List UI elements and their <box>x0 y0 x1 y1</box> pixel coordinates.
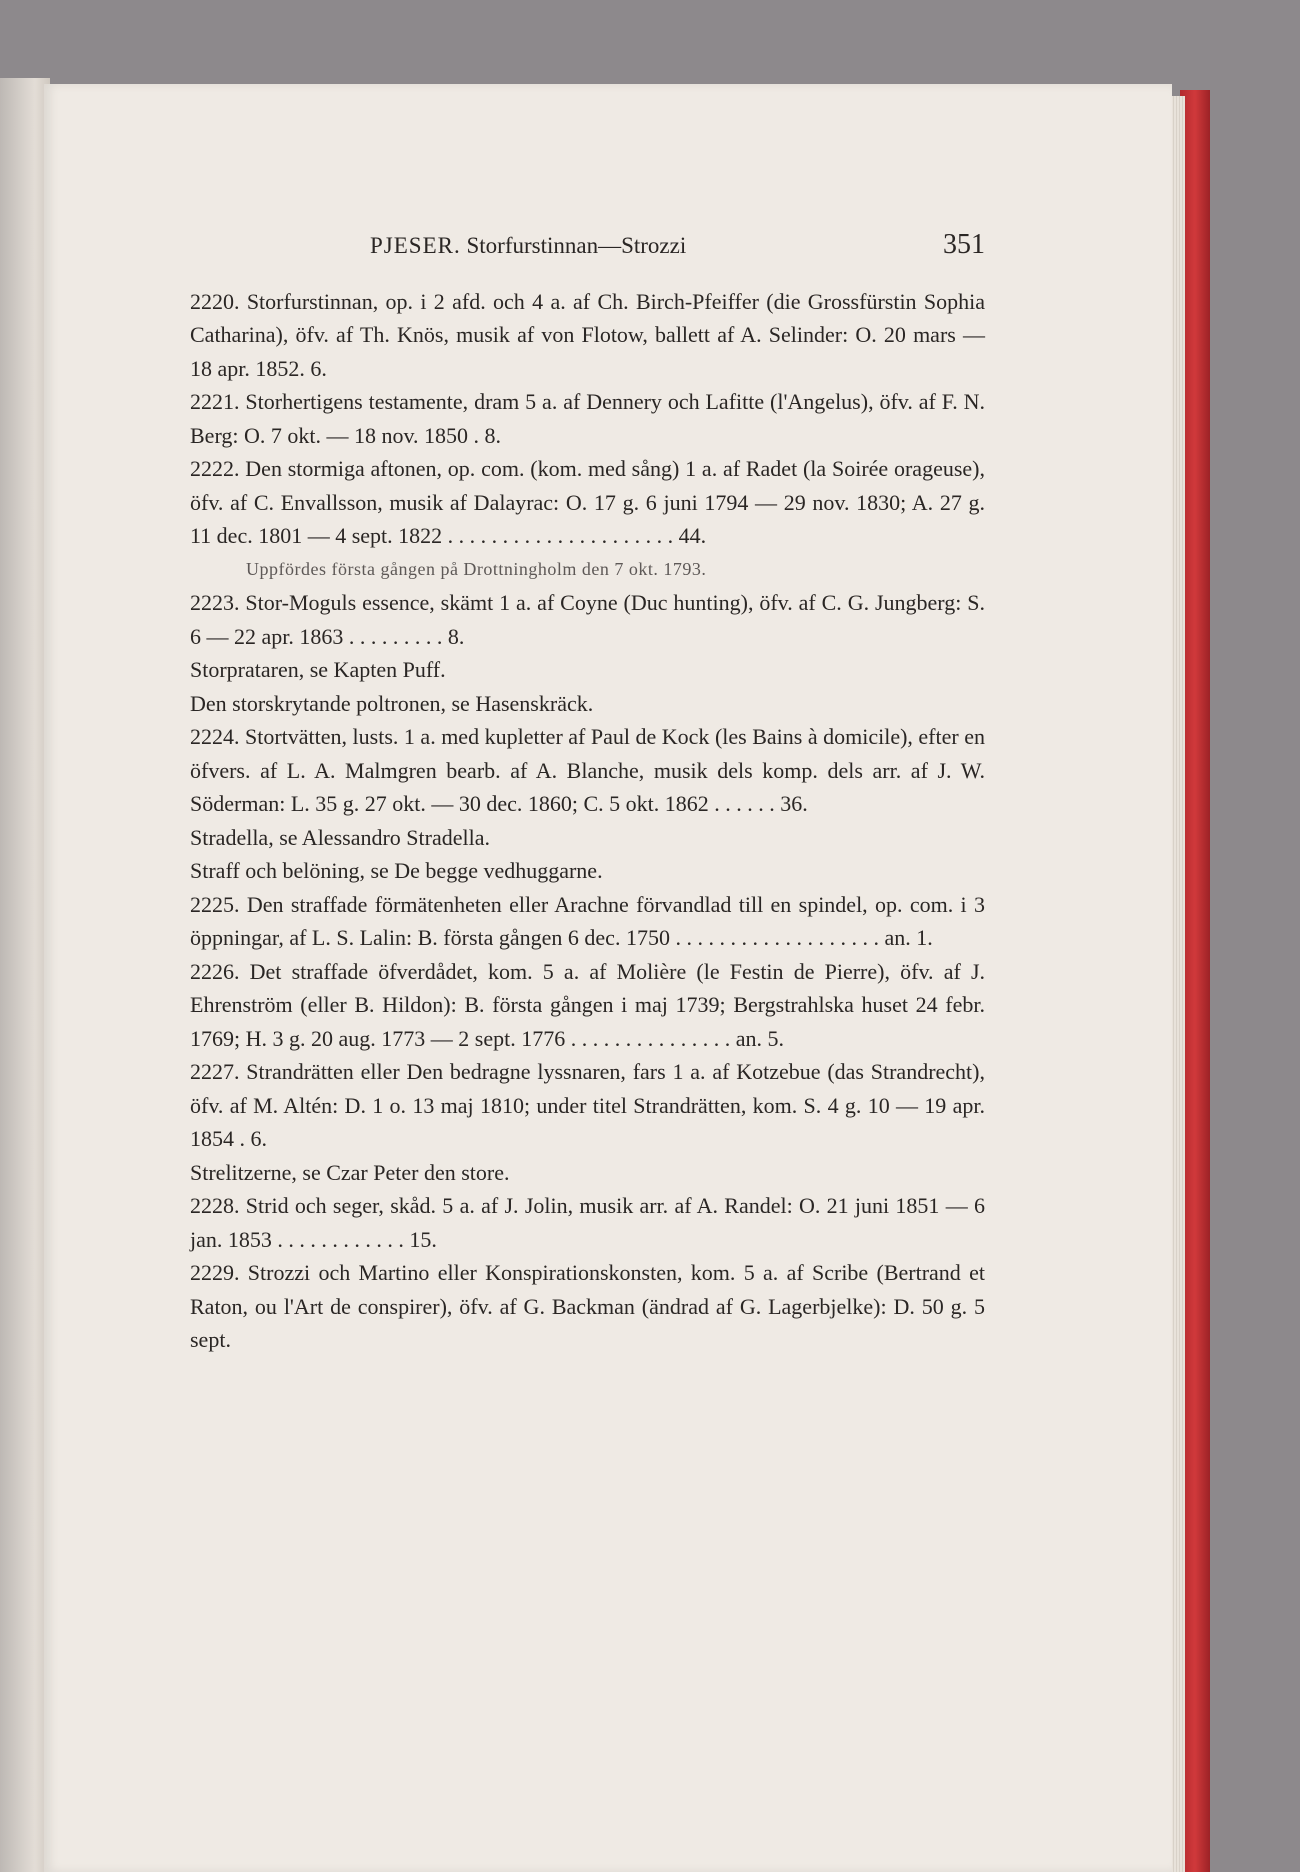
entry-2220: 2220. Storfurstinnan, op. i 2 afd. och 4 a. af Ch. Birch-Pfeiffer (die Grossfürstin Sophia Catharina), öfv. af Th. Knös, musik af von Flotow, ballett af A. Selinder: O. 20 mars — 18 apr. 1852. 6. <box>190 288 985 381</box>
cross-ref-strelitzerne: Strelitzerne, se Czar Peter den store. <box>190 1159 510 1185</box>
entry-2229: 2229. Strozzi och Martino eller Konspirationskonsten, kom. 5 a. af Scribe (Bertrand et Raton, ou l'Art de conspirer), öfv. af G. Backman (ändrad af G. Lagerbjelke): D. 50 g. 5 sept. <box>190 1260 985 1352</box>
running-header <box>190 228 985 263</box>
entry-2221: 2221. Storhertigens testamente, dram 5 a. af Dennery och Lafitte (l'Angelus), öfv. af F. N. Berg: O. 7 okt. — 18 nov. 1850 . 8. <box>190 389 985 448</box>
cross-ref-storpratare: Storprataren, se Kapten Puff. <box>190 657 446 682</box>
entry-2224: 2224. Stortvätten, lusts. 1 a. med kupletter af Paul de Kock (les Bains à domicile), efter en öfvers. af L. A. Malmgren bearb. af A. Blanche, musik dels komp. dels arr. af J. W. Söderman: L. 35 g. 27 okt. — 30 dec. 1860; C. 5 okt. 1862 . . . . . . 36. <box>190 724 985 816</box>
header-title <box>370 229 686 263</box>
entry-2225: 2225. Den straffade förmätenheten eller Arachne förvandlad till en spindel, op. com. i 3 öppningar, af L. S. Lalin: B. första gången 6 dec. 1750 . . . . . . . . . . . . . . . . . . . an. 1. <box>190 891 985 950</box>
entry-2226: 2226. Det straffade öfverdådet, kom. 5 a. af Molière (le Festin de Pierre), öfv. af J. Ehrenström (eller B. Hildon): B. första gången i maj 1739; Bergstrahlska huset 24 febr. 1769; H. 3 g. 20 aug. 1773 — 2 sept. 1776 . . . . . . . . . . . . . . . an. 5. <box>190 958 985 1051</box>
cross-ref-straff: Straff och belöning, se De begge vedhuggarne. <box>190 858 603 883</box>
page-content <box>190 228 985 1357</box>
book-left-edge <box>0 78 50 1872</box>
header-section: PJESER. <box>370 233 461 258</box>
cross-ref-poltronen: Den storskrytande poltronen, se Hasenskräck. <box>190 690 594 716</box>
entry-note: Uppfördes första gången på Drottningholm den 7 okt. 1793. <box>246 558 707 579</box>
entry-2223: 2223. Stor-Moguls essence, skämt 1 a. af Coyne (Duc hunting), öfv. af C. G. Jungberg: S. 6 — 22 apr. 1863 . . . . . . . . . 8. <box>190 590 985 649</box>
page-number: 351 <box>943 229 985 260</box>
cross-ref-stradella: Stradella, se Alessandro Stradella. <box>190 824 490 850</box>
entry-2227: 2227. Strandrätten eller Den bedragne lyssnaren, fars 1 a. af Kotzebue (das Strandrecht), öfv. af M. Altén: D. 1 o. 13 maj 1810; under titel Strandrätten, kom. S. 4 g. 10 — 19 apr. 1854 . 6. <box>190 1059 985 1151</box>
entry-2222: 2222. Den stormiga aftonen, op. com. (kom. med sång) 1 a. af Radet (la Soirée orageuse), öfv. af C. Envallsson, musik af Dalayrac: O. 17 g. 6 juni 1794 — 29 nov. 1830; A. 27 g. 11 dec. 1801 — 4 sept. 1822 . . . . . . . . . . . . . . . . . . . . . 44. <box>190 456 985 548</box>
entry-2228: 2228. Strid och seger, skåd. 5 a. af J. Jolin, musik arr. af A. Randel: O. 21 juni 1851 — 6 jan. 1853 . . . . . . . . . . . . 15. <box>190 1193 985 1252</box>
header-range: Storfurstinnan—Strozzi <box>466 233 687 258</box>
